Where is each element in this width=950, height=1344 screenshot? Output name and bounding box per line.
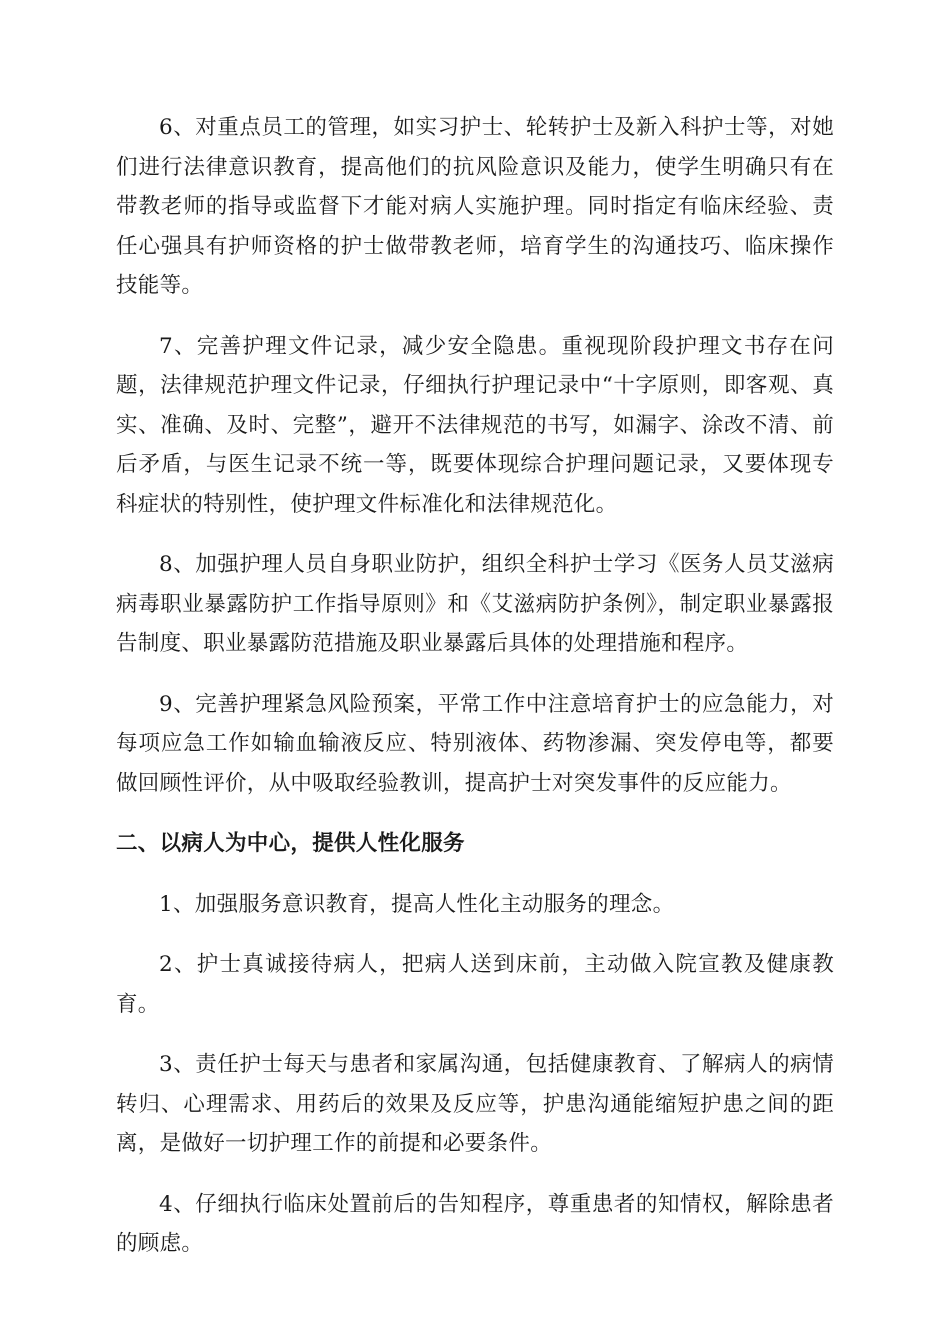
paragraph-6: 6、对重点员工的管理，如实习护士、轮转护士及新入科护士等，对她们进行法律意识教育，提高他们的抗风险意识及能力，使学生明确只有在带教老师的指导或监督下才能对病人实施护理。同时指定有临床经验、责任心强具有护师资格的护士做带教老师，培育学生的沟通技巧、临床操作技能等。: [116, 115, 834, 298]
paragraph-s2-1: 1、加强服务意识教育，提高人性化主动服务的理念。: [159, 891, 675, 917]
paragraph-9: 9、完善护理紧急风险预案，平常工作中注意培育护士的应急能力，对每项应急工作如输血输液反应、特别液体、药物渗漏、突发停电等，都要做回顾性评价，从中吸取经验教训，提高护士对突发事件的反应能力。: [116, 691, 834, 796]
paragraph-s2-2: 2、护士真诚接待病人，把病人送到床前，主动做入院宣教及健康教育。: [116, 952, 834, 1017]
section-heading: 二、以病人为中心，提供人性化服务: [116, 831, 465, 856]
paragraph-8: 8、加强护理人员自身职业防护，组织全科护士学习《医务人员艾滋病病毒职业暴露防护工作指导原则》和《艾滋病防护条例》，制定职业暴露报告制度、职业暴露防范措施及职业暴露后具体的处理措施和程序。: [116, 552, 834, 656]
paragraph-s2-4: 4、仔细执行临床处置前后的告知程序，尊重患者的知情权，解除患者的顾虑。: [116, 1191, 834, 1256]
paragraph-7: 7、完善护理文件记录，减少安全隐患。重视现阶段护理文书存在问题，法律规范护理文件记录，仔细执行护理记录中“十字原则，即客观、真实、准确、及时、完整”，避开不法律规范的书写，如漏字、涂改不清、前后矛盾，与医生记录不统一等，既要体现综合护理问题记录，又要体现专科症状的特别性，使护理文件标准化和法律规范化。: [116, 333, 834, 517]
paragraph-s2-3: 3、责任护士每天与患者和家属沟通，包括健康教育、了解病人的病情转归、心理需求、用药后的效果及反应等，护患沟通能缩短护患之间的距离，是做好一切护理工作的前提和必要条件。: [116, 1052, 834, 1156]
